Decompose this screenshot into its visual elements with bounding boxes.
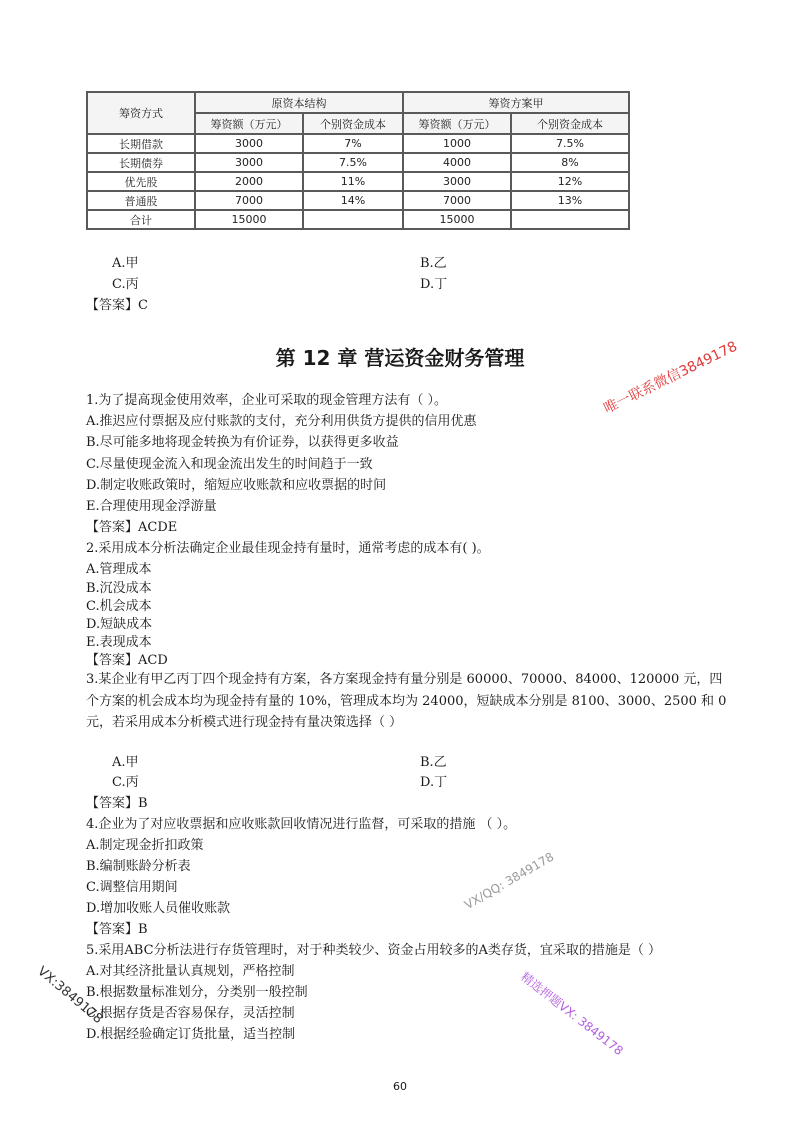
watermark-dark: VX:3849178 [34,964,106,1027]
table-row [87,172,629,191]
table-cell: 合计 [87,210,195,229]
chapter-title: 第 12 章 营运资金财务管理 [275,346,525,370]
table-cell: 2000 [195,172,303,191]
table-cell: 7000 [403,191,511,210]
prev-option-d: D.丁 [420,277,448,292]
q3-option-c: C.丙 [112,775,139,790]
table-cell: 8% [511,153,629,172]
table-cell: 7.5% [511,134,629,153]
prev-option-a: A.甲 [112,256,139,271]
watermark-purple: 精选押题VX: 3849178 [518,969,626,1059]
q1-answer: 【答案】ACDE [86,520,178,535]
q3-stem-line-2: 个方案的机会成本均为现金持有量的 10%，管理成本均为 24000，短缺成本分别是 8100、3000、2500 和 0 [86,694,727,709]
q1-option-b: B.尽可能多地将现金转换为有价证券，以获得更多收益 [86,435,399,450]
table-cell: 7000 [195,191,303,210]
table-cell: 长期债券 [87,153,195,172]
q4-option-a: A.制定现金折扣政策 [86,838,204,853]
header-amount: 筹资额（万元） [403,113,511,134]
q2-option-a: A.管理成本 [86,562,152,577]
q2-answer: 【答案】ACD [86,653,168,668]
financing-table [86,91,630,230]
table-cell: 3000 [195,153,303,172]
table-row [87,191,629,210]
table-row [87,153,629,172]
header-original: 原资本结构 [195,92,403,113]
q2-option-e: E.表现成本 [86,635,152,650]
table-cell: 7.5% [303,153,403,172]
table-cell: 13% [511,191,629,210]
q3-stem-line-1: 3.某企业有甲乙丙丁四个现金持有方案，各方案现金持有量分别是 60000、70000、84000、120000 元，四 [86,672,723,687]
q1-option-c: C.尽量使现金流入和现金流出发生的时间趋于一致 [86,457,373,472]
q2-option-b: B.沉没成本 [86,581,152,596]
table-row [87,134,629,153]
q2-option-c: C.机会成本 [86,599,152,614]
watermark-gray: VX/QQ: 3849178 [462,849,557,913]
table-row [87,210,629,229]
q2-option-d: D.短缺成本 [86,617,153,632]
q4-answer: 【答案】B [86,922,148,937]
table-cell: 长期借款 [87,134,195,153]
q4-option-c: C.调整信用期间 [86,880,178,895]
table-cell: 15000 [195,210,303,229]
q3-option-b: B.乙 [420,755,447,770]
table-cell [303,210,403,229]
table-cell: 15000 [403,210,511,229]
table-cell: 7% [303,134,403,153]
header-cost: 个别资金成本 [303,113,403,134]
table-cell: 优先股 [87,172,195,191]
header-plan: 筹资方案甲 [403,92,629,113]
table-cell: 3000 [403,172,511,191]
q4-option-b: B.编制账龄分析表 [86,859,191,874]
watermark-red: 唯一联系微信3849178 [601,338,740,418]
q5-option-d: D.根据经验确定订货批量，适当控制 [86,1027,296,1042]
table-cell: 4000 [403,153,511,172]
q1-stem: 1.为了提高现金使用效率，企业可采取的现金管理方法有（ ）。 [86,393,448,408]
prev-option-c: C.丙 [112,277,139,292]
q4-stem: 4.企业为了对应收票据和应收账款回收情况进行监督，可采取的措施 （ ）。 [86,817,517,832]
table-cell: 1000 [403,134,511,153]
table-cell: 14% [303,191,403,210]
table-cell: 11% [303,172,403,191]
q3-answer: 【答案】B [86,796,148,811]
table-cell: 3000 [195,134,303,153]
q4-option-d: D.增加收账人员催收账款 [86,901,231,916]
prev-answer: 【答案】C [86,298,148,313]
q5-stem: 5.采用ABC分析法进行存货管理时，对于种类较少、资金占用较多的A类存货，宜采取的措施是（ ） [86,943,662,958]
q3-stem-line-3: 元，若采用成本分析模式进行现金持有量决策选择（ ） [86,715,403,730]
header-amount: 筹资额（万元） [195,113,303,134]
q1-option-e: E.合理使用现金浮游量 [86,499,217,514]
q5-option-b: B.根据数量标准划分，分类别一般控制 [86,985,308,1000]
prev-option-b: B.乙 [420,256,447,271]
q3-option-d: D.丁 [420,775,448,790]
q1-option-d: D.制定收账政策时，缩短应收账款和应收票据的时间 [86,478,387,493]
q3-option-a: A.甲 [112,755,139,770]
q5-option-a: A.对其经济批量认真规划，严格控制 [86,964,295,979]
q5-option-c: C.根据存货是否容易保存，灵活控制 [86,1006,295,1021]
q2-stem: 2.采用成本分析法确定企业最佳现金持有量时，通常考虑的成本有( )。 [86,541,490,556]
table-cell [511,210,629,229]
page-number: 60 [393,1080,407,1093]
table-cell: 普通股 [87,191,195,210]
q1-option-a: A.推迟应付票据及应付账款的支付，充分利用供货方提供的信用优惠 [86,414,477,429]
table-cell: 12% [511,172,629,191]
header-cost: 个别资金成本 [511,113,629,134]
header-method: 筹资方式 [87,92,195,134]
